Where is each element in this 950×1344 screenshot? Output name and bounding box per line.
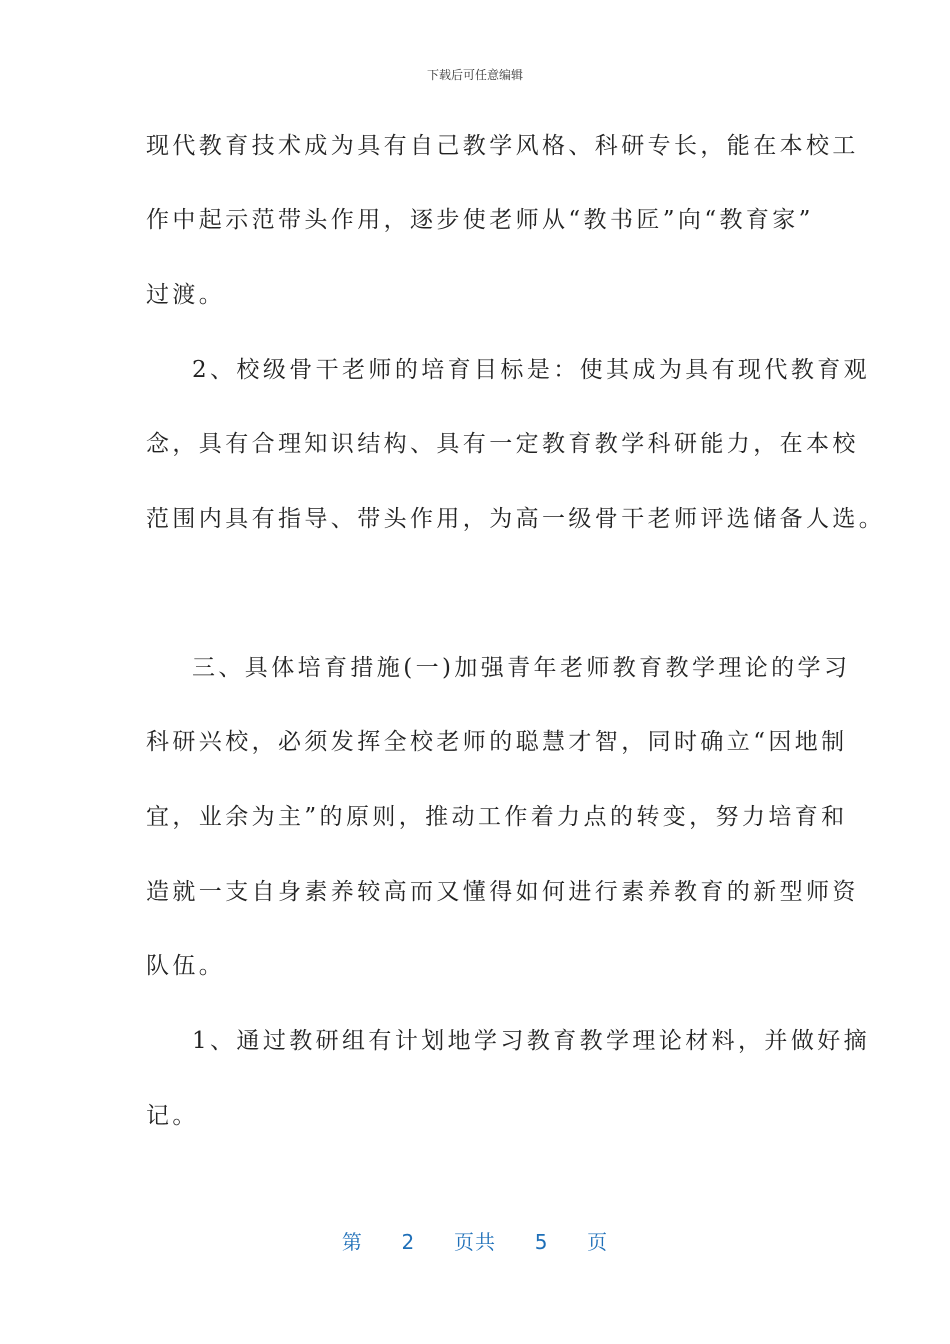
footer-middle: 页共 <box>454 1230 496 1254</box>
body-line-12: 1、通过教研组有计划地学习教育教学理论材料，并做好摘 <box>192 1028 871 1054</box>
header-note: 下载后可任意编辑 <box>426 68 523 82</box>
body-line-2: 作中起示范带头作用，逐步使老师从“教书匠”向“教育家” <box>146 207 814 233</box>
footer-prefix: 第 <box>341 1230 363 1254</box>
body-line-6: 范围内具有指导、带头作用，为高一级骨干老师评选储备人选。 <box>146 506 886 532</box>
body-line-3: 过渡。 <box>146 282 226 308</box>
body-line-7: 三、具体培育措施(一)加强青年老师教育教学理论的学习 <box>192 655 851 681</box>
body-line-9: 宜，业余为主”的原则，推动工作着力点的转变，努力培育和 <box>146 804 848 830</box>
page-footer <box>0 1226 950 1255</box>
body-line-4: 2、校级骨干老师的培育目标是：使其成为具有现代教育观 <box>192 357 871 383</box>
body-line-1: 现代教育技术成为具有自己教学风格、科研专长，能在本校工 <box>146 133 859 159</box>
body-line-8: 科研兴校，必须发挥全校老师的聪慧才智，同时确立“因地制 <box>146 729 848 755</box>
body-line-13: 记。 <box>146 1103 199 1129</box>
body-line-11: 队伍。 <box>146 953 226 979</box>
footer-total-pages: 5 <box>534 1230 549 1254</box>
footer-suffix: 页 <box>587 1230 609 1254</box>
body-line-5: 念，具有合理知识结构、具有一定教育教学科研能力，在本校 <box>146 431 859 457</box>
footer-current-page: 2 <box>401 1230 416 1254</box>
body-line-10: 造就一支自身素养较高而又懂得如何进行素养教育的新型师资 <box>146 879 859 905</box>
